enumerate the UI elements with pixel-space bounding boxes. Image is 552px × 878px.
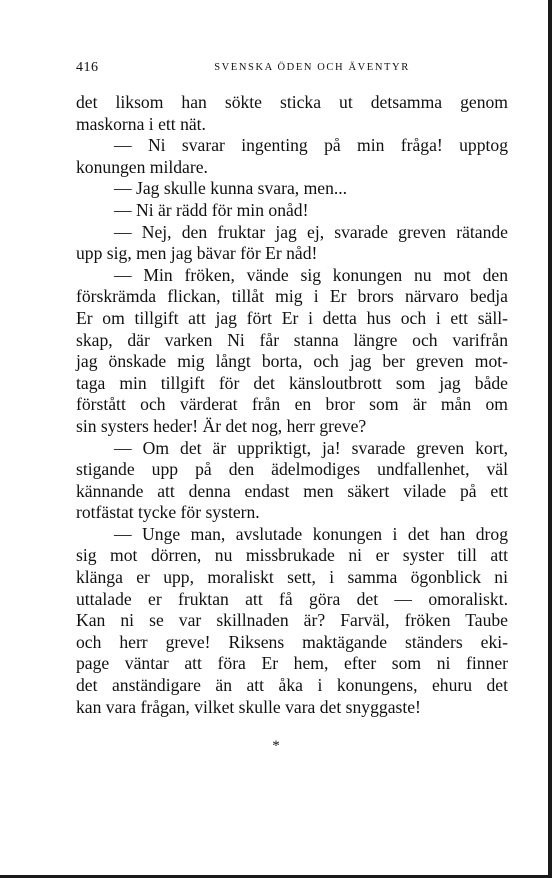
text-line: — Ni är rädd för min onåd!: [114, 199, 309, 220]
text-line: det anständigare än att åka i konungens, ehuru det: [76, 675, 508, 696]
text-line: page väntar att föra Er hem, efter som ni finner: [76, 653, 508, 674]
text-line: — Unge man, avslutade konungen i det han drog: [114, 523, 508, 544]
text-line: uttalade er fruktan att få göra det — omoraliskt.: [76, 588, 508, 609]
page-header: [76, 60, 508, 80]
text-line: sin systers heder! Är det nog, herr greve?: [76, 415, 367, 436]
text-line: — Om det är uppriktigt, ja! svarade greven kort,: [114, 437, 508, 458]
text-line: jag önskade mig långt borta, och jag ber greven mot-: [76, 351, 508, 372]
running-title: SVENSKA ÖDEN OCH ÄVENTYR: [214, 62, 410, 73]
text-line: konungen mildare.: [76, 156, 208, 177]
text-line: — Ni svarar ingenting på min fråga! upptog: [114, 135, 508, 156]
text-line: och herr greve! Riksens maktägande ständers eki-: [76, 631, 508, 652]
text-line: förstått och värderat från en bror som är mån om: [76, 394, 508, 415]
text-line: Er om tillgift att jag fört Er i detta hus och i ett säll-: [76, 307, 508, 328]
text-line: kännande att denna endast men säkert vilade på ett: [76, 480, 508, 501]
text-line: det liksom han sökte sticka ut detsamma genom: [76, 92, 508, 112]
section-ornament: *: [272, 738, 280, 754]
text-line: förskrämda flickan, tillåt mig i Er brors närvaro bedja: [76, 286, 508, 307]
page-number: 416: [76, 60, 99, 75]
text-line: klänga er upp, moraliskt sett, i samma ögonblick ni: [76, 567, 508, 588]
text-line: stigande upp på den ädelmodiges undfallenhet, väl: [76, 459, 508, 480]
text-line: taga min tillgift för det känsloutbrott som jag både: [76, 372, 508, 393]
text-line: maskorna i ett nät.: [76, 113, 206, 134]
text-line: skap, där varken Ni får stanna längre och varifrån: [76, 329, 508, 350]
text-line: kan vara frågan, vilket skulle vara det snyggaste!: [76, 696, 421, 717]
text-line: — Jag skulle kunna svara, men...: [114, 178, 348, 199]
text-line: rotfästat tycke för systern.: [76, 502, 260, 523]
text-line: — Min fröken, vände sig konungen nu mot den: [114, 264, 508, 285]
text-line: Kan ni se var skillnaden är? Farväl, fröken Taube: [76, 610, 508, 631]
body-text: [76, 92, 508, 718]
text-line: upp sig, men jag bävar för Er nåd!: [76, 243, 318, 264]
text-line: sig mot dörren, nu missbrukade ni er syster till att: [76, 545, 508, 566]
text-line: — Nej, den fruktar jag ej, svarade greven rätande: [114, 221, 508, 242]
